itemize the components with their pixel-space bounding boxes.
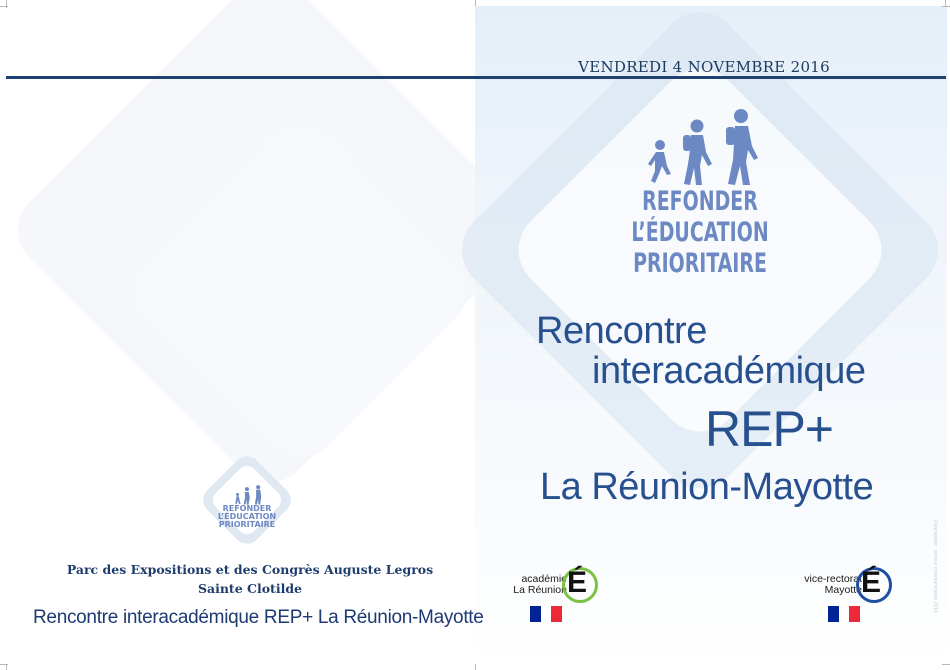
walking-children-icon	[642, 108, 760, 186]
side-credit: Conception : service communication 2016	[932, 520, 938, 613]
logo-line-3: PRIORITAIRE	[633, 248, 767, 279]
title-line-3: REP+	[705, 401, 834, 457]
top-rule	[6, 76, 946, 79]
academie-line-1: académie	[521, 573, 567, 585]
venue-address	[40, 560, 460, 598]
crop-mark	[6, 0, 7, 8]
title-line-1: Rencontre	[536, 310, 707, 352]
logo-line-1: REFONDER	[642, 186, 758, 217]
crop-mark	[6, 664, 7, 670]
refonder-logo-text	[622, 186, 778, 279]
small-logo-line-3: PRIORITAIRE	[218, 520, 276, 529]
venue-line-1: Parc des Expositions et des Congrès Auguste Legros	[66, 562, 434, 577]
e-letter-icon: É	[567, 566, 588, 599]
crop-mark	[945, 0, 946, 6]
event-date: VENDREDI 4 NOVEMBRE 2016	[578, 58, 830, 76]
vice-rectorat-line-1: vice-rectorat	[804, 573, 862, 585]
vice-rectorat-text	[800, 574, 862, 596]
title-line-2: interacadémique	[592, 350, 866, 392]
venue-line-2: Sainte Clotilde	[197, 581, 303, 596]
academie-line-2: La Réunion	[513, 584, 567, 596]
french-flag-icon	[828, 606, 860, 622]
crop-mark	[942, 664, 950, 665]
walking-children-icon	[233, 485, 263, 505]
crop-mark	[475, 664, 476, 670]
small-logo-line-2: L’ÉDUCATION	[217, 512, 277, 521]
title-line-4: La Réunion-Mayotte	[540, 466, 874, 508]
small-refonder-logo-text	[207, 505, 287, 529]
crop-mark	[942, 6, 950, 7]
footer-title: Rencontre interacadémique REP+ La Réunion-Mayotte	[33, 607, 484, 628]
e-letter-icon: É	[861, 566, 882, 599]
crop-mark	[475, 0, 476, 6]
academie-reunion-text	[509, 574, 567, 596]
french-flag-icon	[530, 606, 562, 622]
small-logo-line-1: REFONDER	[222, 504, 272, 513]
logo-line-2: L’ÉDUCATION	[631, 217, 769, 248]
vice-rectorat-line-2: Mayotte	[824, 584, 862, 596]
